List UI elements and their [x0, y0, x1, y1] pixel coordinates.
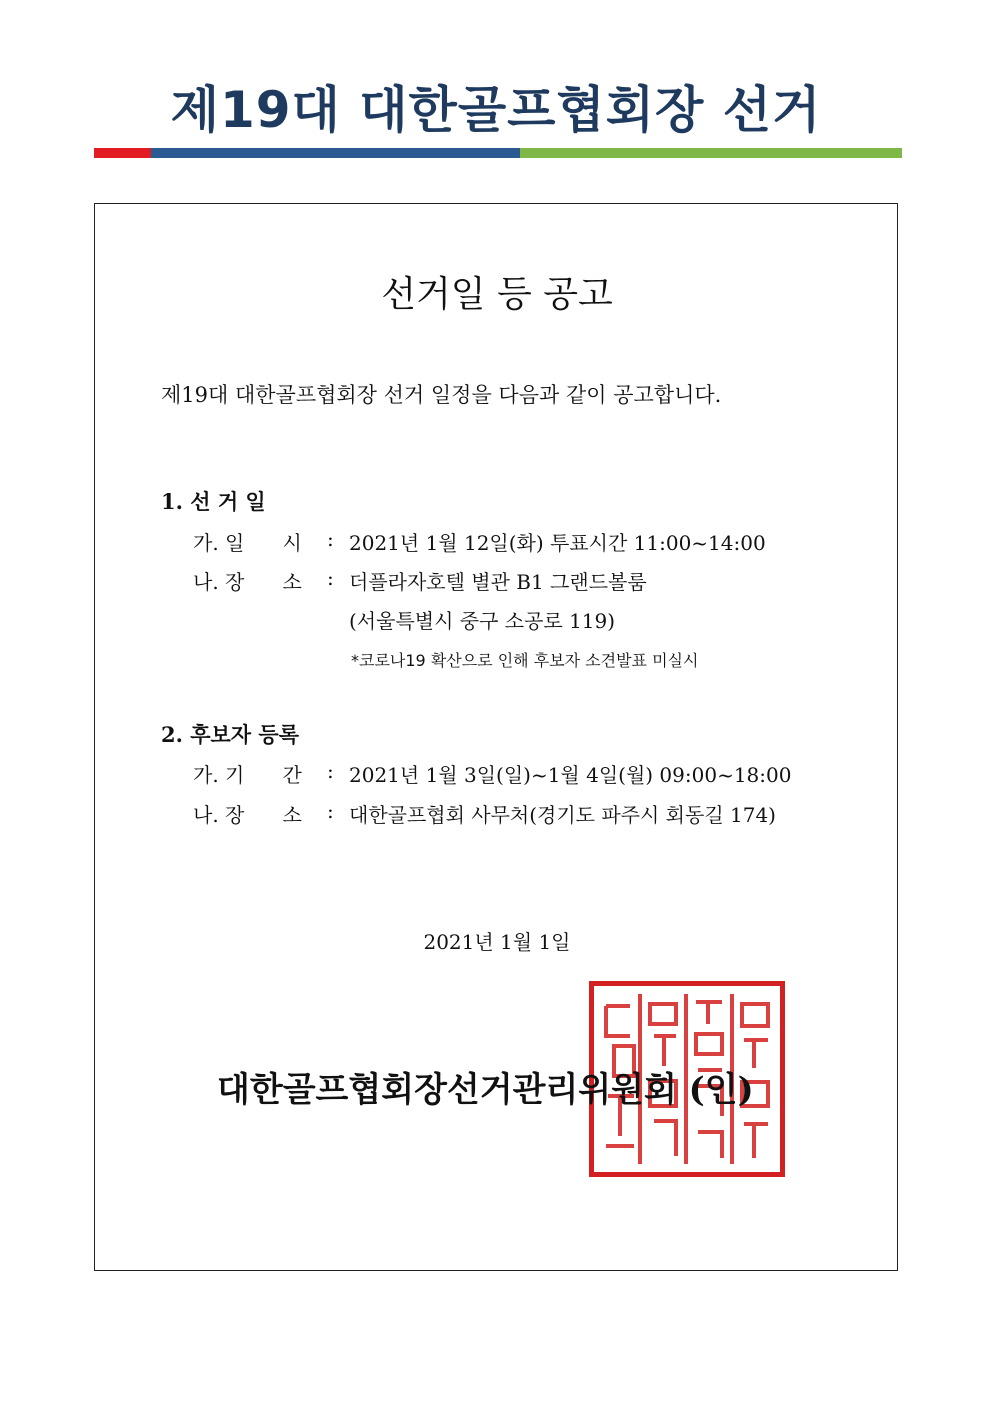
row-label-datetime: 가. 일 시 — [193, 531, 302, 555]
section-heading-election-day: 1. 선 거 일 — [161, 489, 266, 514]
notice-box — [94, 203, 898, 1271]
row-colon: : — [327, 759, 334, 783]
row-value-period: 2021년 1월 3일(일)~1월 4일(월) 09:00~18:00 — [349, 763, 792, 787]
row-label-venue: 나. 장 소 — [193, 570, 302, 594]
row-value-venue: 더플라자호텔 별관 B1 그랜드볼룸 — [349, 570, 647, 594]
row-colon: : — [327, 566, 334, 590]
row-colon: : — [327, 799, 334, 823]
row-value-reg-venue: 대한골프협회 사무처(경기도 파주시 회동길 174) — [349, 803, 776, 827]
header-bar-blue — [151, 148, 520, 158]
header-bar-red — [94, 148, 151, 158]
notice-date: 2021년 1월 1일 — [423, 930, 571, 954]
row-colon: : — [327, 527, 334, 551]
notice-intro: 제19대 대한골프협회장 선거 일정을 다음과 같이 공고합니다. — [161, 383, 722, 407]
header-bar-green — [520, 148, 902, 158]
row-value-venue-address: (서울특별시 중구 소공로 119) — [349, 609, 616, 633]
row-label-period: 가. 기 간 — [193, 763, 302, 787]
notice-title: 선거일 등 공고 — [381, 274, 613, 315]
covid-note: *코로나19 확산으로 인해 후보자 소견발표 미실시 — [351, 651, 699, 670]
committee-name: 대한골프협회장선거관리위원회 (인) — [217, 1070, 754, 1110]
row-value-datetime: 2021년 1월 12일(화) 투표시간 11:00~14:00 — [349, 531, 766, 555]
row-label-reg-venue: 나. 장 소 — [193, 803, 302, 827]
section-heading-registration: 2. 후보자 등록 — [161, 722, 299, 747]
page-title: 제19대 대한골프협회장 선거 — [170, 81, 822, 139]
